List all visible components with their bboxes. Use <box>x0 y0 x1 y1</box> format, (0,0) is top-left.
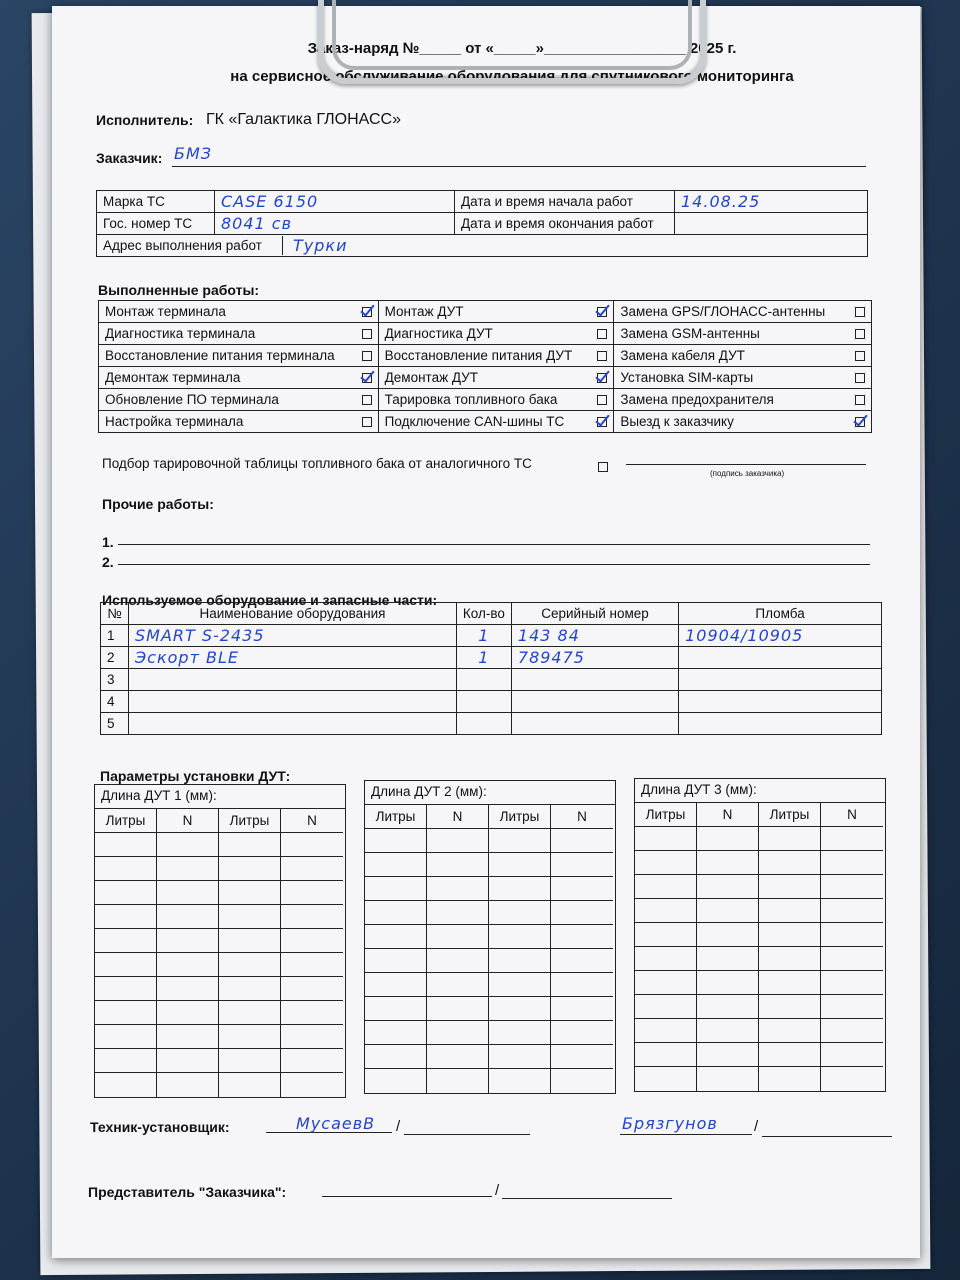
dut-cell[interactable] <box>635 851 697 875</box>
work-checkbox[interactable] <box>362 307 372 317</box>
work-checkbox[interactable] <box>362 417 372 427</box>
customer-sign-caption: (подпись заказчика) <box>710 469 785 478</box>
customer-sign-line <box>626 464 866 465</box>
other-works-item-2: 2. <box>102 554 114 570</box>
dut-cell[interactable] <box>281 833 343 857</box>
dut-cell[interactable] <box>551 997 613 1021</box>
dut-col-header: Литры <box>365 805 427 829</box>
work-checkbox[interactable] <box>362 395 372 405</box>
work-checkbox[interactable] <box>855 307 865 317</box>
dut-col-header: Литры <box>759 803 821 827</box>
dut-box-2 <box>364 780 616 1094</box>
work-label: Подключение CAN-шины ТС <box>384 414 565 429</box>
dut-cell[interactable] <box>281 977 343 1001</box>
dut-cell[interactable] <box>821 923 883 947</box>
equipment-cell[interactable] <box>456 691 511 713</box>
technician-name-line-1 <box>404 1134 530 1135</box>
work-cell <box>99 389 379 411</box>
work-checkbox[interactable] <box>597 373 607 383</box>
dut-cell[interactable] <box>219 905 281 929</box>
work-checkbox[interactable] <box>597 417 607 427</box>
equipment-header-cell: Пломба <box>679 603 882 625</box>
equipment-cell[interactable]: 3 <box>101 669 129 691</box>
dut-cell[interactable] <box>427 901 489 925</box>
work-label: Установка SIM-карты <box>620 370 754 385</box>
dut-cell[interactable] <box>821 947 883 971</box>
dut-cell[interactable] <box>551 1021 613 1045</box>
clipboard-clip <box>318 0 706 84</box>
dut-cell[interactable] <box>157 833 219 857</box>
dut-cell[interactable] <box>759 923 821 947</box>
dut-col-header: Литры <box>219 809 281 833</box>
dut-cell[interactable] <box>489 925 551 949</box>
dut-cell[interactable] <box>697 947 759 971</box>
dut-cell[interactable] <box>697 1067 759 1091</box>
equipment-cell[interactable] <box>511 691 678 713</box>
dut-grid <box>95 809 345 1097</box>
work-checkbox[interactable] <box>362 329 372 339</box>
dut-cell[interactable] <box>219 857 281 881</box>
work-cell <box>378 411 614 433</box>
dut-cell[interactable] <box>551 901 613 925</box>
dut-cell[interactable] <box>821 827 883 851</box>
dut-cell[interactable] <box>697 851 759 875</box>
dut-cell[interactable] <box>427 1045 489 1069</box>
work-checkbox[interactable] <box>855 351 865 361</box>
end-value <box>675 213 868 235</box>
dut-cell[interactable] <box>821 995 883 1019</box>
equipment-cell[interactable]: 1 <box>456 647 511 669</box>
dut-cell[interactable] <box>219 1073 281 1097</box>
dut-cell[interactable] <box>157 905 219 929</box>
works-row <box>99 411 872 433</box>
dut-cell[interactable] <box>157 1073 219 1097</box>
dut-cell[interactable] <box>697 899 759 923</box>
work-checkbox[interactable] <box>362 351 372 361</box>
customer-label: Заказчик: <box>96 150 163 166</box>
equipment-cell[interactable] <box>456 713 511 735</box>
dut-cell[interactable] <box>551 973 613 997</box>
technician-name-line-2 <box>762 1136 892 1137</box>
representative-slash: / <box>495 1182 500 1199</box>
dut-cell[interactable] <box>157 929 219 953</box>
other-works-line-2[interactable] <box>118 564 870 565</box>
dut-cell[interactable] <box>821 1019 883 1043</box>
dut-cell[interactable] <box>551 949 613 973</box>
equipment-header-cell: № <box>101 603 129 625</box>
dut-title: Параметры установки ДУТ: <box>100 768 291 784</box>
work-label: Восстановление питания ДУТ <box>384 348 573 363</box>
dut-cell[interactable] <box>365 1045 427 1069</box>
brand-value: CASE 6150 <box>215 191 455 213</box>
works-row <box>99 367 872 389</box>
works-row <box>99 301 872 323</box>
work-label: Монтаж терминала <box>105 304 226 319</box>
dut-cell[interactable] <box>365 1069 427 1093</box>
dut-cell[interactable] <box>281 1073 343 1097</box>
dut-cell[interactable] <box>219 1001 281 1025</box>
dut-cell[interactable] <box>697 923 759 947</box>
work-label: Замена предохранителя <box>620 392 774 407</box>
work-cell <box>614 411 872 433</box>
equipment-cell[interactable] <box>128 669 456 691</box>
dut-cell[interactable] <box>697 1019 759 1043</box>
dut-cell[interactable] <box>489 973 551 997</box>
dut-cell[interactable] <box>635 923 697 947</box>
work-cell <box>99 323 379 345</box>
dut-cell[interactable] <box>365 829 427 853</box>
dut-grid <box>365 805 615 1093</box>
dut-box-3 <box>634 778 886 1092</box>
dut-cell[interactable] <box>427 997 489 1021</box>
work-cell <box>614 323 872 345</box>
other-works-item-1: 1. <box>102 534 114 550</box>
equipment-row <box>101 669 882 691</box>
dut-cell[interactable] <box>427 973 489 997</box>
dut-cell[interactable] <box>821 899 883 923</box>
dut-cell[interactable] <box>281 905 343 929</box>
work-cell <box>99 345 379 367</box>
dut-cell[interactable] <box>759 875 821 899</box>
work-label: Восстановление питания терминала <box>105 348 335 363</box>
dut-cell[interactable] <box>427 925 489 949</box>
work-checkbox[interactable] <box>362 373 372 383</box>
dut-cell[interactable] <box>635 827 697 851</box>
work-label: Демонтаж ДУТ <box>384 370 478 385</box>
equipment-cell[interactable]: 1 <box>101 625 129 647</box>
dut-cell[interactable] <box>281 1001 343 1025</box>
dut-cell[interactable] <box>759 947 821 971</box>
dut-cell[interactable] <box>427 949 489 973</box>
works-row <box>99 323 872 345</box>
dut-cell[interactable] <box>697 995 759 1019</box>
technician-signature-2: Брязгунов <box>622 1114 718 1133</box>
work-label: Выезд к заказчику <box>620 414 734 429</box>
dut-cell[interactable] <box>697 875 759 899</box>
dut-grid <box>635 803 885 1091</box>
representative-label: Представитель "Заказчика": <box>88 1184 287 1200</box>
equipment-header-row <box>101 603 882 625</box>
dut-col-header: N <box>427 805 489 829</box>
equipment-cell[interactable]: 5 <box>101 713 129 735</box>
plate-value: 8041 св <box>215 213 455 235</box>
work-label: Диагностика ДУТ <box>384 326 493 341</box>
dut-cell[interactable] <box>489 877 551 901</box>
equipment-row <box>101 713 882 735</box>
dut-cell[interactable] <box>219 953 281 977</box>
dut-cell[interactable] <box>427 853 489 877</box>
customer-value: БМЗ <box>174 144 213 163</box>
equipment-cell[interactable]: 1 <box>456 625 511 647</box>
dut-cell[interactable] <box>365 853 427 877</box>
equipment-cell[interactable]: 2 <box>101 647 129 669</box>
dut-col-header: N <box>157 809 219 833</box>
equipment-header-cell: Кол-во <box>456 603 511 625</box>
dut-box-title: Длина ДУТ 2 (мм): <box>365 781 615 805</box>
equipment-cell[interactable] <box>511 713 678 735</box>
dut-cell[interactable] <box>635 995 697 1019</box>
dut-box-1 <box>94 784 346 1098</box>
other-works-title: Прочие работы: <box>102 496 214 512</box>
dut-cell[interactable] <box>365 949 427 973</box>
document-page <box>52 6 920 1258</box>
dut-cell[interactable] <box>635 947 697 971</box>
dut-cell[interactable] <box>157 857 219 881</box>
dut-col-header: N <box>551 805 613 829</box>
work-cell <box>614 345 872 367</box>
work-checkbox[interactable] <box>855 395 865 405</box>
dut-cell[interactable] <box>427 829 489 853</box>
representative-sign-line <box>322 1196 492 1197</box>
dut-col-header: N <box>697 803 759 827</box>
equipment-cell[interactable]: 4 <box>101 691 129 713</box>
dut-cell[interactable] <box>489 829 551 853</box>
equipment-cell[interactable]: 10904/10905 <box>679 625 882 647</box>
dut-cell[interactable] <box>635 1043 697 1067</box>
dut-col-header: Литры <box>635 803 697 827</box>
dut-cell[interactable] <box>759 1043 821 1067</box>
dut-cell[interactable] <box>281 1049 343 1073</box>
dut-cell[interactable] <box>219 977 281 1001</box>
dut-cell[interactable] <box>427 1069 489 1093</box>
dut-cell[interactable] <box>551 853 613 877</box>
clip-inner-ring <box>332 0 692 70</box>
dut-cell[interactable] <box>697 827 759 851</box>
fuel-table-label: Подбор тарировочной таблицы топливного бака от аналогичного ТС <box>102 456 532 471</box>
dut-cell[interactable] <box>489 997 551 1021</box>
work-checkbox[interactable] <box>855 329 865 339</box>
address-label: Адрес выполнения работ <box>97 236 283 255</box>
dut-cell[interactable] <box>635 1019 697 1043</box>
dut-cell[interactable] <box>489 1069 551 1093</box>
work-label: Тарировка топливного бака <box>384 392 558 407</box>
dut-cell[interactable] <box>219 881 281 905</box>
dut-cell[interactable] <box>281 929 343 953</box>
equipment-cell[interactable] <box>128 713 456 735</box>
dut-cell[interactable] <box>157 1001 219 1025</box>
work-label: Диагностика терминала <box>105 326 256 341</box>
dut-col-header: Литры <box>489 805 551 829</box>
dut-cell[interactable] <box>551 1045 613 1069</box>
dut-cell[interactable] <box>219 929 281 953</box>
dut-cell[interactable] <box>157 1049 219 1073</box>
technician-slash-2: / <box>754 1118 759 1135</box>
work-label: Монтаж ДУТ <box>384 304 464 319</box>
equipment-header-cell: Серийный номер <box>511 603 678 625</box>
dut-cell[interactable] <box>95 905 157 929</box>
dut-col-header: Литры <box>95 809 157 833</box>
work-checkbox[interactable] <box>855 373 865 383</box>
dut-box-title: Длина ДУТ 1 (мм): <box>95 785 345 809</box>
dut-box-title: Длина ДУТ 3 (мм): <box>635 779 885 803</box>
dut-cell[interactable] <box>821 1067 883 1091</box>
technician-label: Техник-установщик: <box>90 1119 230 1135</box>
dut-cell[interactable] <box>95 929 157 953</box>
work-cell <box>378 323 614 345</box>
dut-cell[interactable] <box>551 877 613 901</box>
dut-cell[interactable] <box>759 1019 821 1043</box>
brand-label: Марка ТС <box>97 191 215 213</box>
equipment-cell[interactable] <box>128 691 456 713</box>
work-checkbox[interactable] <box>597 307 607 317</box>
dut-cell[interactable] <box>821 971 883 995</box>
work-cell <box>378 367 614 389</box>
equipment-cell[interactable] <box>511 669 678 691</box>
executor-value: ГК «Галактика ГЛОНАСС» <box>206 111 401 128</box>
equipment-cell[interactable]: 143 84 <box>511 625 678 647</box>
work-cell <box>614 301 872 323</box>
dut-cell[interactable] <box>219 833 281 857</box>
works-row <box>99 389 872 411</box>
dut-cell[interactable] <box>365 877 427 901</box>
work-cell <box>99 301 379 323</box>
works-table <box>98 300 872 433</box>
dut-col-header: N <box>821 803 883 827</box>
start-value: 14.08.25 <box>675 191 868 213</box>
work-label: Замена кабеля ДУТ <box>620 348 745 363</box>
dut-cell[interactable] <box>635 1067 697 1091</box>
plate-label: Гос. номер ТС <box>97 213 215 235</box>
equipment-title: Используемое оборудование и запасные части: <box>102 592 438 608</box>
equipment-header-cell: Наименование оборудования <box>128 603 456 625</box>
equipment-cell[interactable] <box>679 647 882 669</box>
dut-cell[interactable] <box>157 881 219 905</box>
works-row <box>99 345 872 367</box>
dut-cell[interactable] <box>759 899 821 923</box>
dut-cell[interactable] <box>95 857 157 881</box>
dut-cell[interactable] <box>759 827 821 851</box>
dut-cell[interactable] <box>95 1025 157 1049</box>
work-label: Замена GPS/ГЛОНАСС-антенны <box>620 304 826 319</box>
dut-cell[interactable] <box>821 1043 883 1067</box>
work-label: Обновление ПО терминала <box>105 392 279 407</box>
dut-cell[interactable] <box>95 953 157 977</box>
work-label: Замена GSM-антенны <box>620 326 760 341</box>
dut-cell[interactable] <box>219 1025 281 1049</box>
equipment-row <box>101 625 882 647</box>
doc-title-line1: Заказ-наряд №_____ от «_____»_________________ 2025 г. <box>307 40 737 57</box>
customer-underline <box>172 166 866 167</box>
equipment-cell[interactable] <box>679 691 882 713</box>
work-checkbox[interactable] <box>597 329 607 339</box>
equipment-cell[interactable] <box>456 669 511 691</box>
equipment-row <box>101 647 882 669</box>
dut-cell[interactable] <box>759 971 821 995</box>
dut-cell[interactable] <box>95 881 157 905</box>
equipment-cell[interactable]: SMART S-2435 <box>128 625 456 647</box>
dut-cell[interactable] <box>551 925 613 949</box>
dut-cell[interactable] <box>95 977 157 1001</box>
technician-sign-line-2 <box>620 1134 752 1135</box>
dut-cell[interactable] <box>697 1043 759 1067</box>
work-cell <box>378 301 614 323</box>
dut-cell[interactable] <box>219 1049 281 1073</box>
dut-cell[interactable] <box>95 1001 157 1025</box>
work-label: Настройка терминала <box>105 414 244 429</box>
dut-cell[interactable] <box>427 1021 489 1045</box>
dut-col-header: N <box>281 809 343 833</box>
dut-cell[interactable] <box>281 881 343 905</box>
dut-cell[interactable] <box>635 971 697 995</box>
equipment-table <box>100 602 882 735</box>
end-label: Дата и время окончания работ <box>455 213 675 235</box>
dut-cell[interactable] <box>365 1021 427 1045</box>
doc-title-line2: на сервисное обслуживание оборудования для спутникового мониторинга <box>230 68 794 85</box>
dut-cell[interactable] <box>821 851 883 875</box>
dut-cell[interactable] <box>157 977 219 1001</box>
work-cell <box>378 389 614 411</box>
work-checkbox[interactable] <box>855 417 865 427</box>
other-works-line-1[interactable] <box>118 544 870 545</box>
dut-cell[interactable] <box>551 829 613 853</box>
work-cell <box>614 367 872 389</box>
dut-cell[interactable] <box>489 949 551 973</box>
equipment-cell[interactable] <box>679 669 882 691</box>
dut-cell[interactable] <box>281 1025 343 1049</box>
equipment-cell[interactable]: Эскорт BLE <box>128 647 456 669</box>
dut-cell[interactable] <box>697 971 759 995</box>
dut-cell[interactable] <box>635 875 697 899</box>
technician-signature-1: МусаевВ <box>296 1114 376 1133</box>
dut-cell[interactable] <box>281 857 343 881</box>
dut-cell[interactable] <box>489 853 551 877</box>
dut-cell[interactable] <box>157 1025 219 1049</box>
address-value: Турки <box>293 236 348 255</box>
executor-label: Исполнитель: <box>96 112 194 128</box>
work-label: Демонтаж терминала <box>105 370 241 385</box>
dut-cell[interactable] <box>427 877 489 901</box>
equipment-cell[interactable]: 789475 <box>511 647 678 669</box>
dut-cell[interactable] <box>759 1067 821 1091</box>
dut-cell[interactable] <box>365 925 427 949</box>
works-title: Выполненные работы: <box>98 282 260 298</box>
equipment-row <box>101 691 882 713</box>
vehicle-table <box>96 190 868 257</box>
dut-cell[interactable] <box>489 1021 551 1045</box>
dut-cell[interactable] <box>759 995 821 1019</box>
start-label: Дата и время начала работ <box>455 191 675 213</box>
dut-cell[interactable] <box>95 1049 157 1073</box>
dut-cell[interactable] <box>157 953 219 977</box>
technician-slash-1: / <box>396 1118 401 1135</box>
work-checkbox[interactable] <box>597 351 607 361</box>
equipment-cell[interactable] <box>679 713 882 735</box>
fuel-table-checkbox[interactable] <box>598 462 608 472</box>
dut-cell[interactable] <box>759 851 821 875</box>
dut-cell[interactable] <box>365 901 427 925</box>
dut-cell[interactable] <box>95 1073 157 1097</box>
dut-cell[interactable] <box>365 997 427 1021</box>
dut-cell[interactable] <box>95 833 157 857</box>
work-cell <box>99 367 379 389</box>
dut-cell[interactable] <box>551 1069 613 1093</box>
work-cell <box>378 345 614 367</box>
work-cell <box>99 411 379 433</box>
work-checkbox[interactable] <box>597 395 607 405</box>
dut-cell[interactable] <box>489 901 551 925</box>
dut-cell[interactable] <box>821 875 883 899</box>
dut-cell[interactable] <box>489 1045 551 1069</box>
dut-cell[interactable] <box>365 973 427 997</box>
representative-name-line <box>502 1198 672 1199</box>
work-cell <box>614 389 872 411</box>
dut-cell[interactable] <box>635 899 697 923</box>
dut-cell[interactable] <box>281 953 343 977</box>
